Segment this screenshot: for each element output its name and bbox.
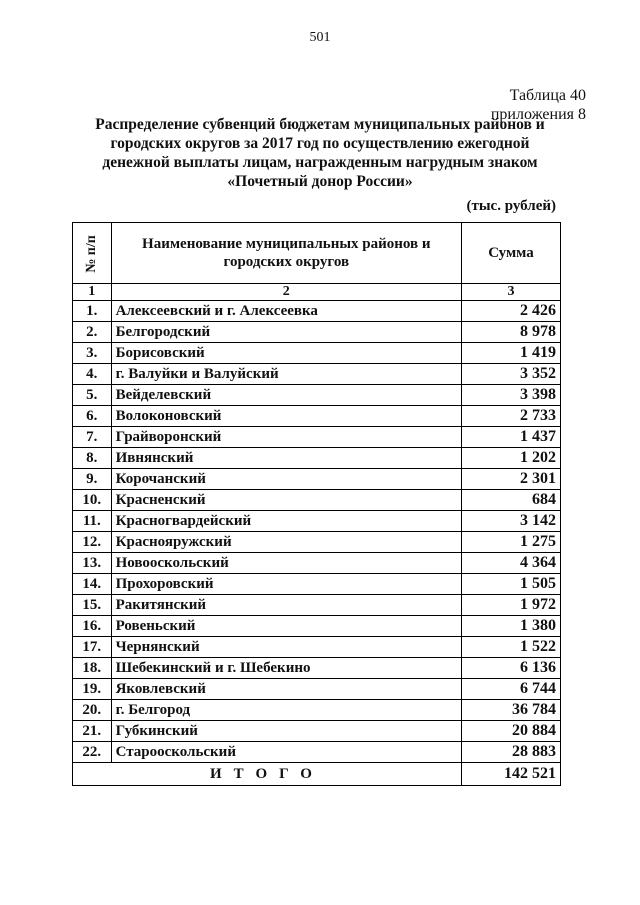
row-number: 14. <box>73 574 112 595</box>
row-sum: 8 978 <box>462 322 561 343</box>
table-row <box>73 406 561 427</box>
column-index: 3 <box>462 284 561 301</box>
row-number: 18. <box>73 658 112 679</box>
units-label: (тыс. рублей) <box>466 198 556 214</box>
row-name: Красногвардейский <box>111 511 461 532</box>
row-number: 16. <box>73 616 112 637</box>
table-row <box>73 532 561 553</box>
row-name: Красненский <box>111 490 461 511</box>
document-title <box>60 115 580 191</box>
header-number <box>73 223 112 284</box>
table-row <box>73 511 561 532</box>
total-label: ИТОГО <box>73 763 462 786</box>
row-number: 10. <box>73 490 112 511</box>
row-number: 22. <box>73 742 112 763</box>
subvention-table <box>72 222 561 786</box>
page-number: 501 <box>309 30 331 45</box>
row-name: Чернянский <box>111 637 461 658</box>
row-name: Вейделевский <box>111 385 461 406</box>
row-name: г. Белгород <box>111 700 461 721</box>
row-name: Корочанский <box>111 469 461 490</box>
table-row <box>73 700 561 721</box>
header-name <box>111 223 461 284</box>
table-row <box>73 637 561 658</box>
table-row <box>73 343 561 364</box>
table-row <box>73 595 561 616</box>
table-row <box>73 469 561 490</box>
row-name: Яковлевский <box>111 679 461 700</box>
table-row <box>73 448 561 469</box>
row-sum: 3 142 <box>462 511 561 532</box>
row-name: Борисовский <box>111 343 461 364</box>
row-name: Ровеньский <box>111 616 461 637</box>
header-sum: Сумма <box>462 223 561 284</box>
row-sum: 4 364 <box>462 553 561 574</box>
row-number: 4. <box>73 364 112 385</box>
row-number: 7. <box>73 427 112 448</box>
row-number: 13. <box>73 553 112 574</box>
table-row <box>73 574 561 595</box>
row-name: Новооскольский <box>111 553 461 574</box>
row-sum: 20 884 <box>462 721 561 742</box>
title-line4: «Почетный донор России» <box>227 173 413 190</box>
row-number: 12. <box>73 532 112 553</box>
row-sum: 1 437 <box>462 427 561 448</box>
header-name-line1: Наименование муниципальных районов и <box>142 236 431 252</box>
row-sum: 6 136 <box>462 658 561 679</box>
total-row <box>73 763 561 786</box>
table-row <box>73 322 561 343</box>
table-ref-line1: Таблица 40 <box>509 87 586 104</box>
row-sum: 1 972 <box>462 595 561 616</box>
table-row <box>73 301 561 322</box>
row-sum: 1 419 <box>462 343 561 364</box>
column-index: 1 <box>73 284 112 301</box>
row-name: Старооскольский <box>111 742 461 763</box>
row-number: 9. <box>73 469 112 490</box>
row-sum: 1 275 <box>462 532 561 553</box>
row-sum: 3 352 <box>462 364 561 385</box>
header-name-line2: городских округов <box>223 254 350 270</box>
table-row <box>73 679 561 700</box>
row-number: 5. <box>73 385 112 406</box>
row-name: Прохоровский <box>111 574 461 595</box>
title-line1: Распределение субвенций бюджетам муниципальных районов и <box>95 116 545 133</box>
title-line2: городских округов за 2017 год по осуществлению ежегодной <box>110 135 530 152</box>
table-row <box>73 658 561 679</box>
table-ref-line2: приложения 8 <box>490 106 586 123</box>
row-sum: 3 398 <box>462 385 561 406</box>
table-row <box>73 553 561 574</box>
header-number-text: № п/п <box>83 234 99 273</box>
table-header-row <box>73 223 561 284</box>
row-number: 20. <box>73 700 112 721</box>
row-number: 19. <box>73 679 112 700</box>
row-number: 21. <box>73 721 112 742</box>
row-sum: 6 744 <box>462 679 561 700</box>
row-sum: 684 <box>462 490 561 511</box>
row-sum: 2 301 <box>462 469 561 490</box>
row-name: г. Валуйки и Валуйский <box>111 364 461 385</box>
row-name: Грайворонский <box>111 427 461 448</box>
row-number: 17. <box>73 637 112 658</box>
title-line3: денежной выплаты лицам, награжденным нагрудным знаком <box>102 154 538 171</box>
row-name: Краснояружский <box>111 532 461 553</box>
table-row <box>73 364 561 385</box>
row-number: 15. <box>73 595 112 616</box>
row-sum: 1 202 <box>462 448 561 469</box>
row-name: Алексеевский и г. Алексеевка <box>111 301 461 322</box>
total-sum: 142 521 <box>462 763 561 786</box>
row-number: 11. <box>73 511 112 532</box>
row-number: 6. <box>73 406 112 427</box>
row-sum: 2 426 <box>462 301 561 322</box>
table-row <box>73 385 561 406</box>
row-sum: 1 380 <box>462 616 561 637</box>
table-row <box>73 721 561 742</box>
row-name: Ивнянский <box>111 448 461 469</box>
row-name: Ракитянский <box>111 595 461 616</box>
table-row <box>73 427 561 448</box>
row-name: Волоконовский <box>111 406 461 427</box>
row-sum: 1 522 <box>462 637 561 658</box>
row-name: Шебекинский и г. Шебекино <box>111 658 461 679</box>
row-number: 2. <box>73 322 112 343</box>
table-row <box>73 742 561 763</box>
table-row <box>73 616 561 637</box>
row-sum: 1 505 <box>462 574 561 595</box>
table-row <box>73 490 561 511</box>
row-name: Губкинский <box>111 721 461 742</box>
row-number: 1. <box>73 301 112 322</box>
row-name: Белгородский <box>111 322 461 343</box>
row-sum: 2 733 <box>462 406 561 427</box>
row-number: 3. <box>73 343 112 364</box>
row-sum: 28 883 <box>462 742 561 763</box>
row-number: 8. <box>73 448 112 469</box>
column-index: 2 <box>111 284 461 301</box>
row-sum: 36 784 <box>462 700 561 721</box>
column-index-row <box>73 284 561 301</box>
